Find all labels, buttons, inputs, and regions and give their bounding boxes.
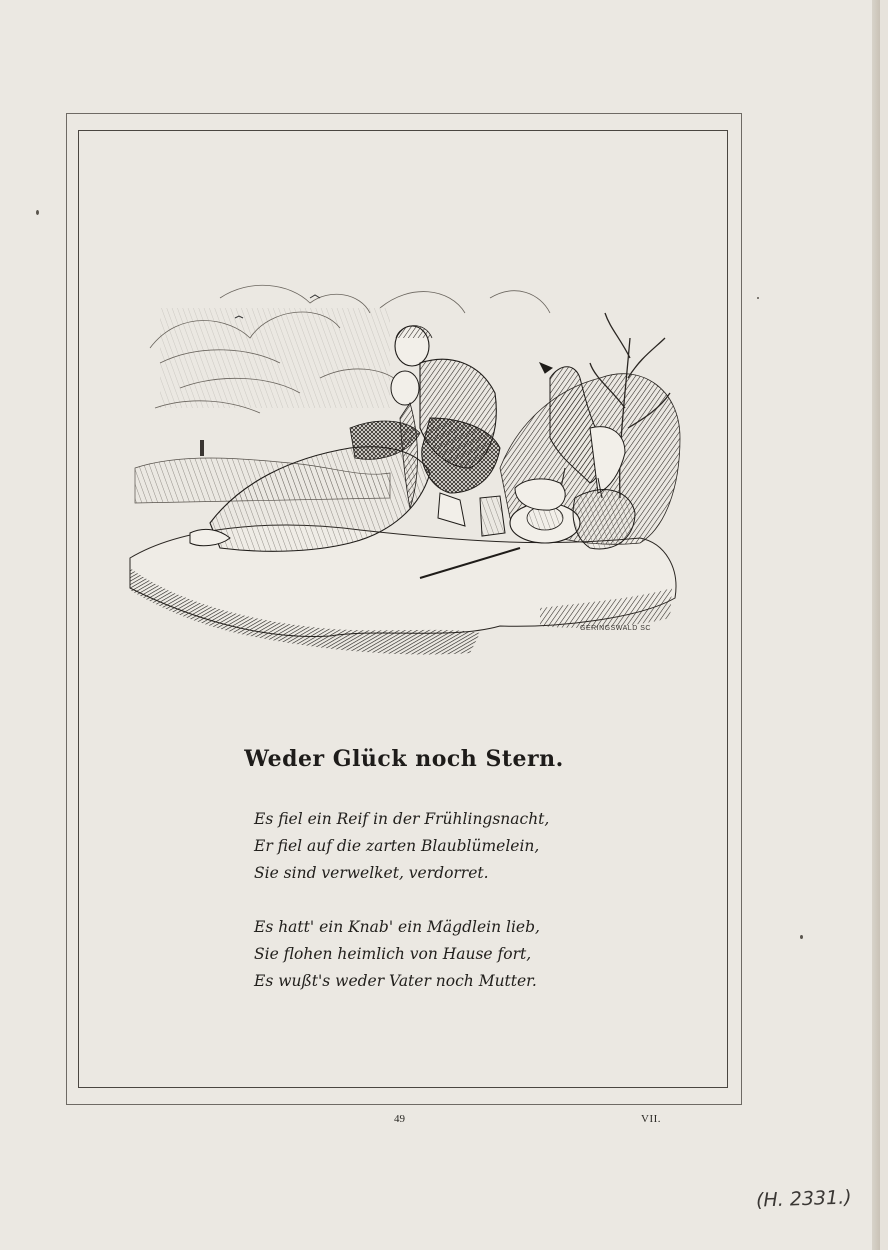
engraving-illustration	[120, 268, 690, 668]
poem-line: Sie flohen heimlich von Hause fort,	[254, 945, 532, 963]
man-boot	[438, 493, 465, 526]
paper-speck	[757, 297, 759, 299]
jug	[480, 496, 505, 536]
engraver-signature: GERINGSWALD SC	[580, 625, 651, 632]
handwritten-shelfmark: (H. 2331.)	[755, 1186, 852, 1212]
poem-line: Es wußt's weder Vater noch Mutter.	[254, 972, 537, 990]
poem-title: Weder Glück noch Stern.	[244, 746, 564, 772]
plate-number: VII.	[641, 1113, 662, 1125]
stanza-2	[254, 914, 674, 995]
paper-speck	[800, 935, 803, 939]
poem-line: Er fiel auf die zarten Blaublümelein,	[254, 837, 540, 855]
poem-line: Sie sind verwelket, verdorret.	[254, 864, 489, 882]
page-number: 49	[394, 1113, 405, 1125]
bird	[310, 295, 320, 298]
poem-line: Es fiel ein Reif in der Frühlingsnacht,	[254, 810, 550, 828]
poem-line: Es hatt' ein Knab' ein Mägdlein lieb,	[254, 918, 540, 936]
woman-head	[391, 371, 419, 405]
paper-speck	[36, 210, 39, 215]
distant-tower	[200, 440, 204, 456]
page-edge	[872, 0, 880, 1250]
stanza-1	[254, 806, 674, 887]
